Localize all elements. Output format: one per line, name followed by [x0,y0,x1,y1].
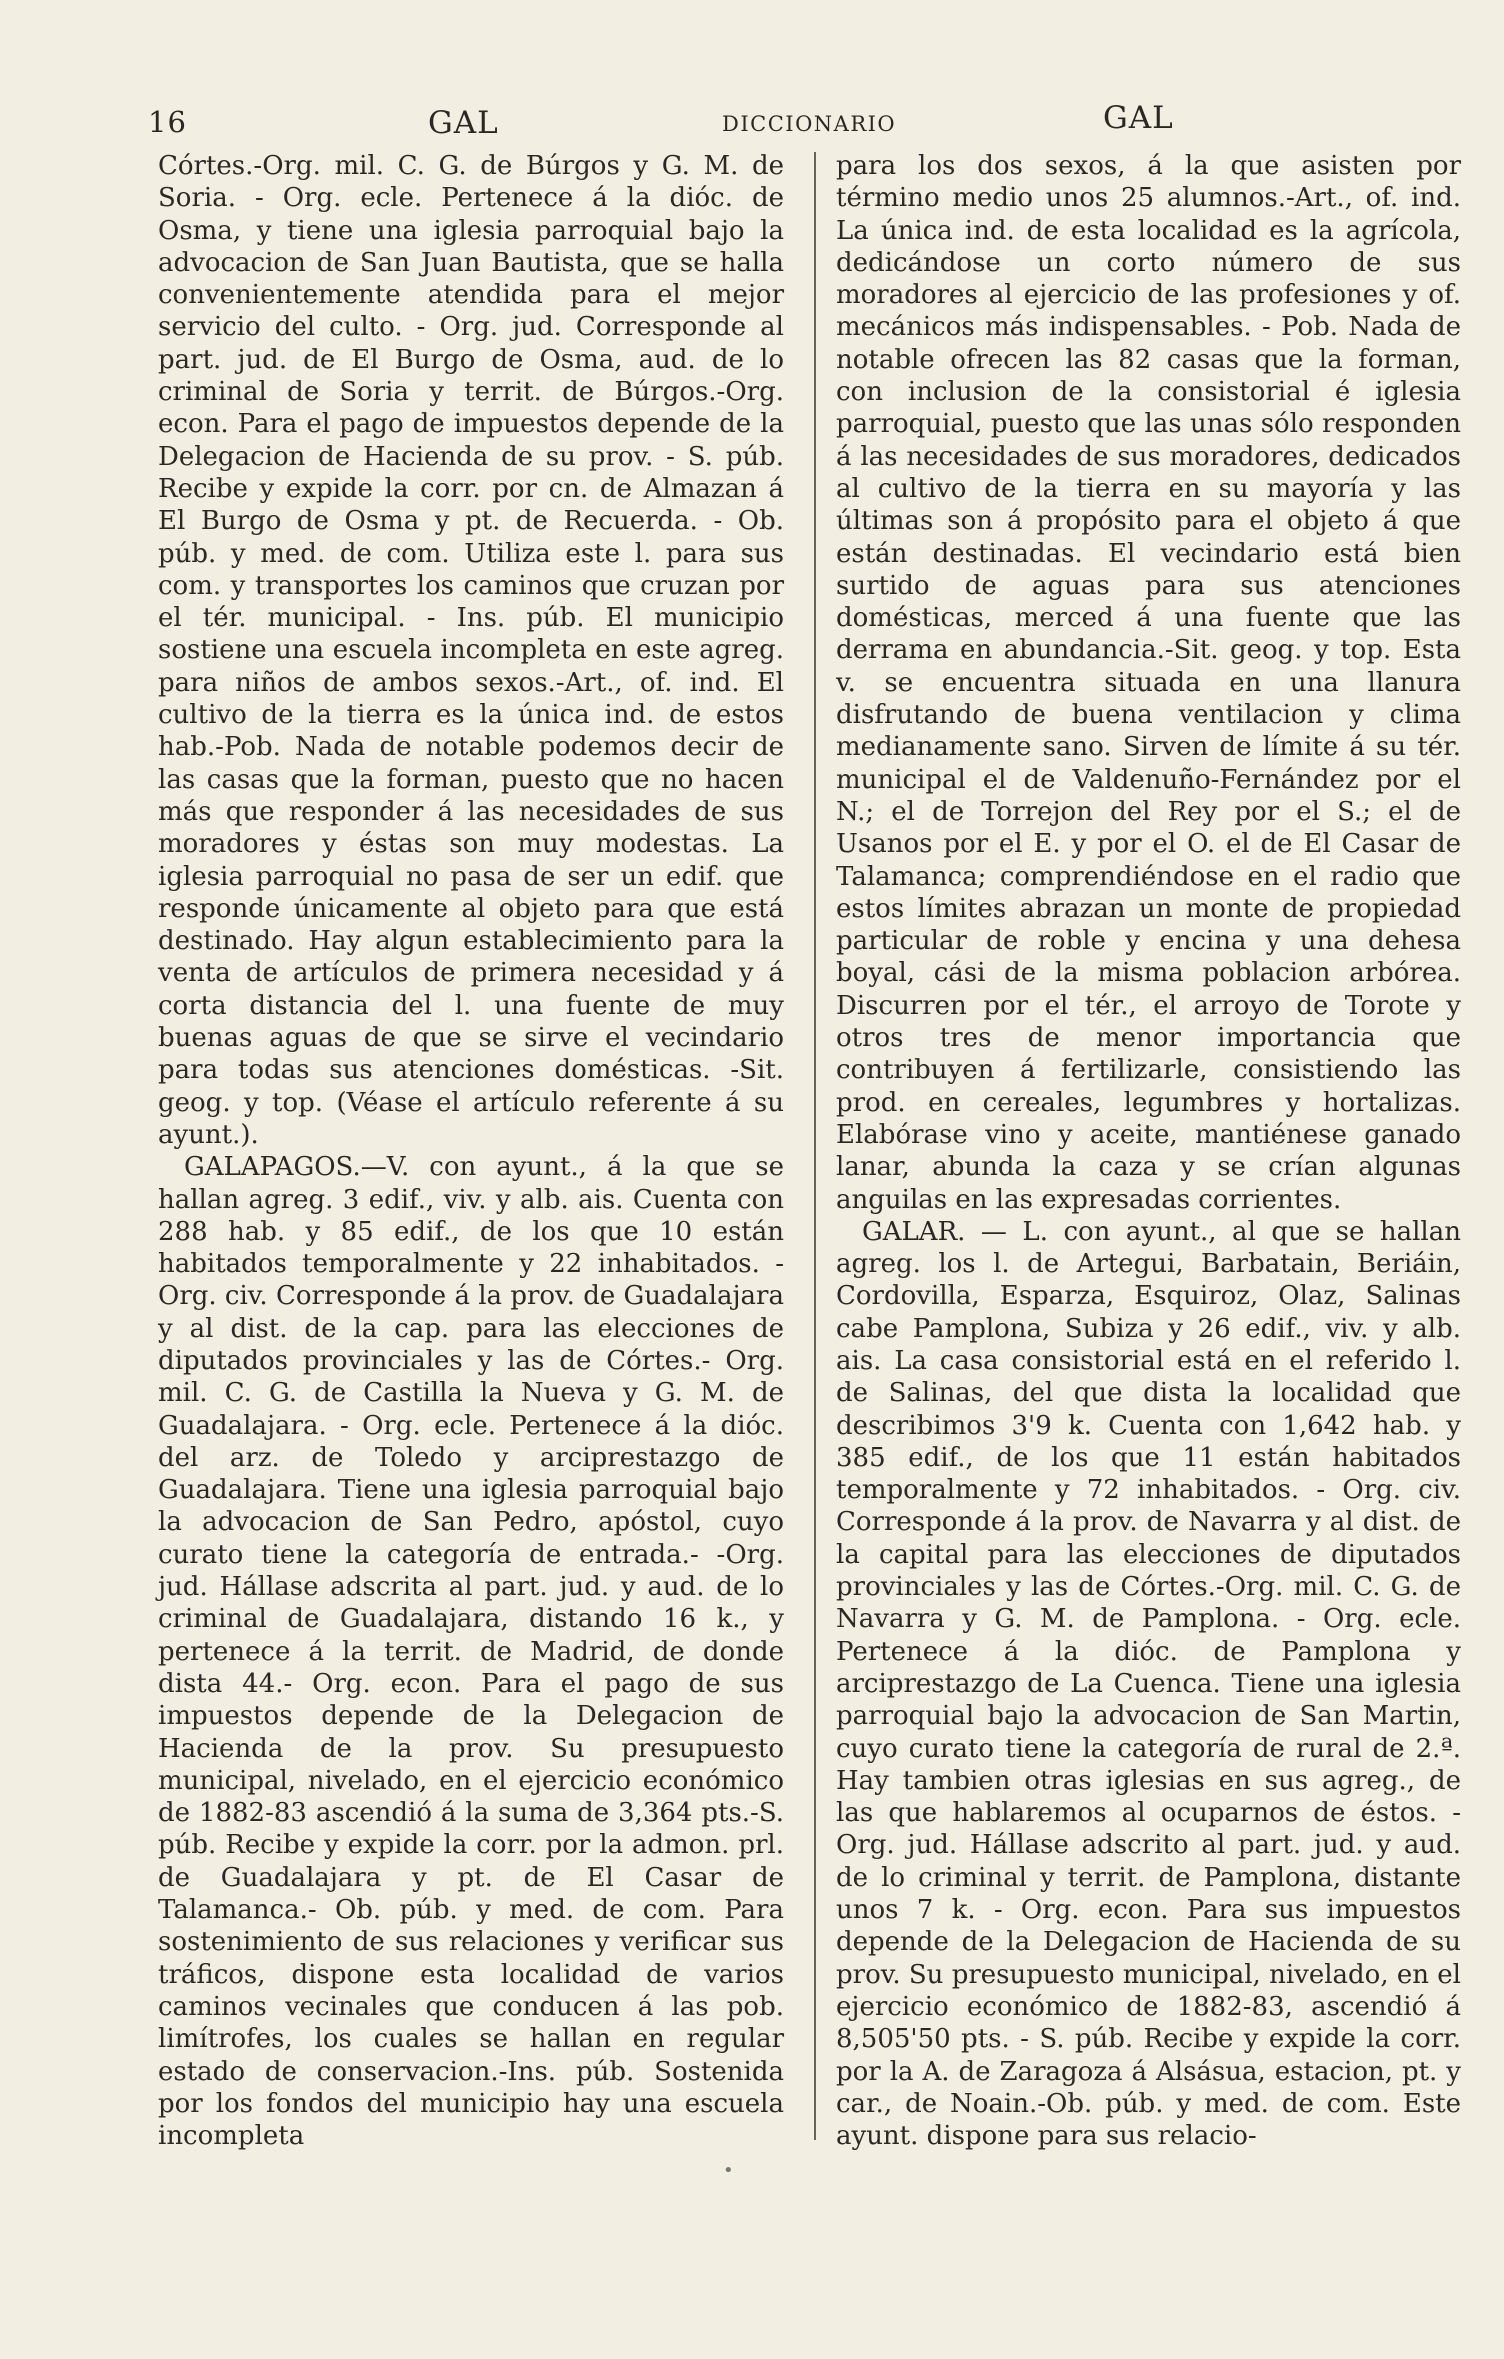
left-column [158,150,784,2152]
page-header [0,0,1504,160]
right-running-head: GAL [1103,100,1174,136]
left-running-head: GAL [428,105,499,141]
entry-continuation: Córtes.-Org. mil. C. G. de Búrgos y G. M. de Soria. - Org. ecle. Pertenece á la dióc. de Osma, y tiene una iglesia parroquial bajo la advocacion de San Juan Bautista, que se halla convenientemente atendida para el mejor servicio del culto. - Org. jud. Corresponde al part. jud. de El Burgo de Osma, aud. de lo criminal de Soria y territ. de Búrgos.-Org. econ. Para el pago de impuestos depende de la Delegacion de Hacienda de su prov. - S. púb. Recibe y expide la corr. por cn. de Almazan á El Burgo de Osma y pt. de Recuerda. - Ob. púb. y med. de com. Utiliza este l. para sus com. y transportes los caminos que cruzan por el tér. municipal. - Ins. púb. El municipio sostiene una escuela incompleta en este agreg. para niños de ambos sexos.-Art., of. ind. El cultivo de la tierra es la única ind. de estos hab.-Pob. Nada de notable podemos decir de las casas que la forman, puesto que no hacen más que responder á las necesidades de sus moradores y éstas son muy modestas. La iglesia parroquial no pasa de ser un edif. que responde únicamente al objeto para que está destinado. Hay algun establecimiento para la venta de artículos de primera necesidad y á corta distancia del l. una fuente de muy buenas aguas de que se sirve el vecindario para todas sus atenciones domésticas. -Sit. geog. y top. (Véase el artículo referente á su ayunt.). [158,151,784,1150]
right-column [836,150,1461,2152]
entry-galapagos: GALAPAGOS.—V. con ayunt., á la que se hallan agreg. 3 edif., viv. y alb. ais. Cuenta con 288 hab. y 85 edif., de los que 10 están habitados temporalmente y 22 inhabitados. - Org. civ. Corresponde á la prov. de Guadalajara y al dist. de la cap. para las elecciones de diputados provinciales y las de Córtes.- Org. mil. C. G. de Castilla la Nueva y G. M. de Guadalajara. - Org. ecle. Pertenece á la dióc. del arz. de Toledo y arciprestazgo de Guadalajara. Tiene una iglesia parroquial bajo la advocacion de San Pedro, apóstol, cuyo curato tiene la categoría de entrada.- -Org. jud. Hállase adscrita al part. jud. y aud. de lo criminal de Guadalajara, distando 16 k., y pertenece á la territ. de Madrid, de donde dista 44.- Org. econ. Para el pago de sus impuestos depende de la Delegacion de Hacienda de la prov. Su presupuesto municipal, nivelado, en el ejercicio económico de 1882-83 ascendió á la suma de 3,364 pts.-S. púb. Recibe y expide la corr. por la admon. prl. de Guadalajara y pt. de El Casar de Talamanca.- Ob. púb. y med. de com. Para sostenimiento de sus relaciones y verificar sus tráficos, dispone esta localidad de varios caminos vecinales que conducen á las pob. limítrofes, los cuales se hallan en regular estado de conservacion.-Ins. púb. Sostenida por los fondos del municipio hay una escuela incompleta [158,1152,784,2152]
page-number: 16 [148,105,187,139]
entry-galar: GALAR. — L. con ayunt., al que se hallan agreg. los l. de Artegui, Barbatain, Beriáin, Cordovilla, Esparza, Esquiroz, Olaz, Salinas cabe Pamplona, Subiza y 26 edif., viv. y alb. ais. La casa consistorial está en el referido l. de Salinas, del que dista la localidad que describimos 3'9 k. Cuenta con 1,642 hab. y 385 edif., de los que 11 están habitados temporalmente y 72 inhabitados. - Org. civ. Corresponde á la prov. de Navarra y al dist. de la capital para las elecciones de diputados provinciales y las de Córtes.-Org. mil. C. G. de Navarra y G. M. de Pamplona. - Org. ecle. Pertenece á la dióc. de Pamplona y arciprestazgo de La Cuenca. Tiene una iglesia parroquial bajo la advocacion de San Martin, cuyo curato tiene la categoría de rural de 2.ª. Hay tambien otras iglesias en sus agreg., de las que hablaremos al ocuparnos de éstos. - Org. jud. Hállase adscrito al part. jud. y aud. de lo criminal y territ. de Pamplona, distante unos 7 k. - Org. econ. Para sus impuestos depende de la Delegacion de Hacienda de su prov. Su presupuesto municipal, nivelado, en el ejercicio económico de 1882-83, ascendió á 8,505'50 pts. - S. púb. Recibe y expide la corr. por la A. de Zaragoza á Alsásua, estacion, pt. y car., de Noain.-Ob. púb. y med. de com. Este ayunt. dispone para sus relacio- [836,1216,1461,2152]
column-divider [814,152,816,2140]
page-mark: • [723,2160,734,2181]
dictionary-title: DICCIONARIO [722,112,897,136]
entry-galapagos-continuation: para los dos sexos, á la que asisten por término medio unos 25 alumnos.-Art., of. ind. La única ind. de esta localidad es la agrícola, dedicándose un corto número de sus moradores al ejercicio de las profesiones y of. mecánicos más indispensables. - Pob. Nada de notable ofrecen las 82 casas que la forman, con inclusion de la consistorial é iglesia parroquial, puesto que las unas sólo responden á las necesidades de sus moradores, dedicados al cultivo de la tierra en su mayoría y las últimas son á propósito para el objeto á que están destinadas. El vecindario está bien surtido de aguas para sus atenciones domésticas, merced á una fuente que las derrama en abundancia.-Sit. geog. y top. Esta v. se encuentra situada en una llanura disfrutando de buena ventilacion y clima medianamente sano. Sirven de límite á su tér. municipal el de Valdenuño-Fernández por el N.; el de Torrejon del Rey por el S.; el de Usanos por el E. y por el O. el de El Casar de Talamanca; comprendiéndose en el radio que estos límites abrazan un monte de propiedad particular de roble y encina y una dehesa boyal, cási de la misma poblacion arbórea. Discurren por el tér., el arroyo de Torote y otros tres de menor importancia que contribuyen á fertilizarle, consistiendo las prod. en cereales, legumbres y hortalizas. Elabórase vino y aceite, mantiénese ganado lanar, abunda la caza y se crían algunas anguilas en las expresadas corrientes. [836,151,1461,1215]
